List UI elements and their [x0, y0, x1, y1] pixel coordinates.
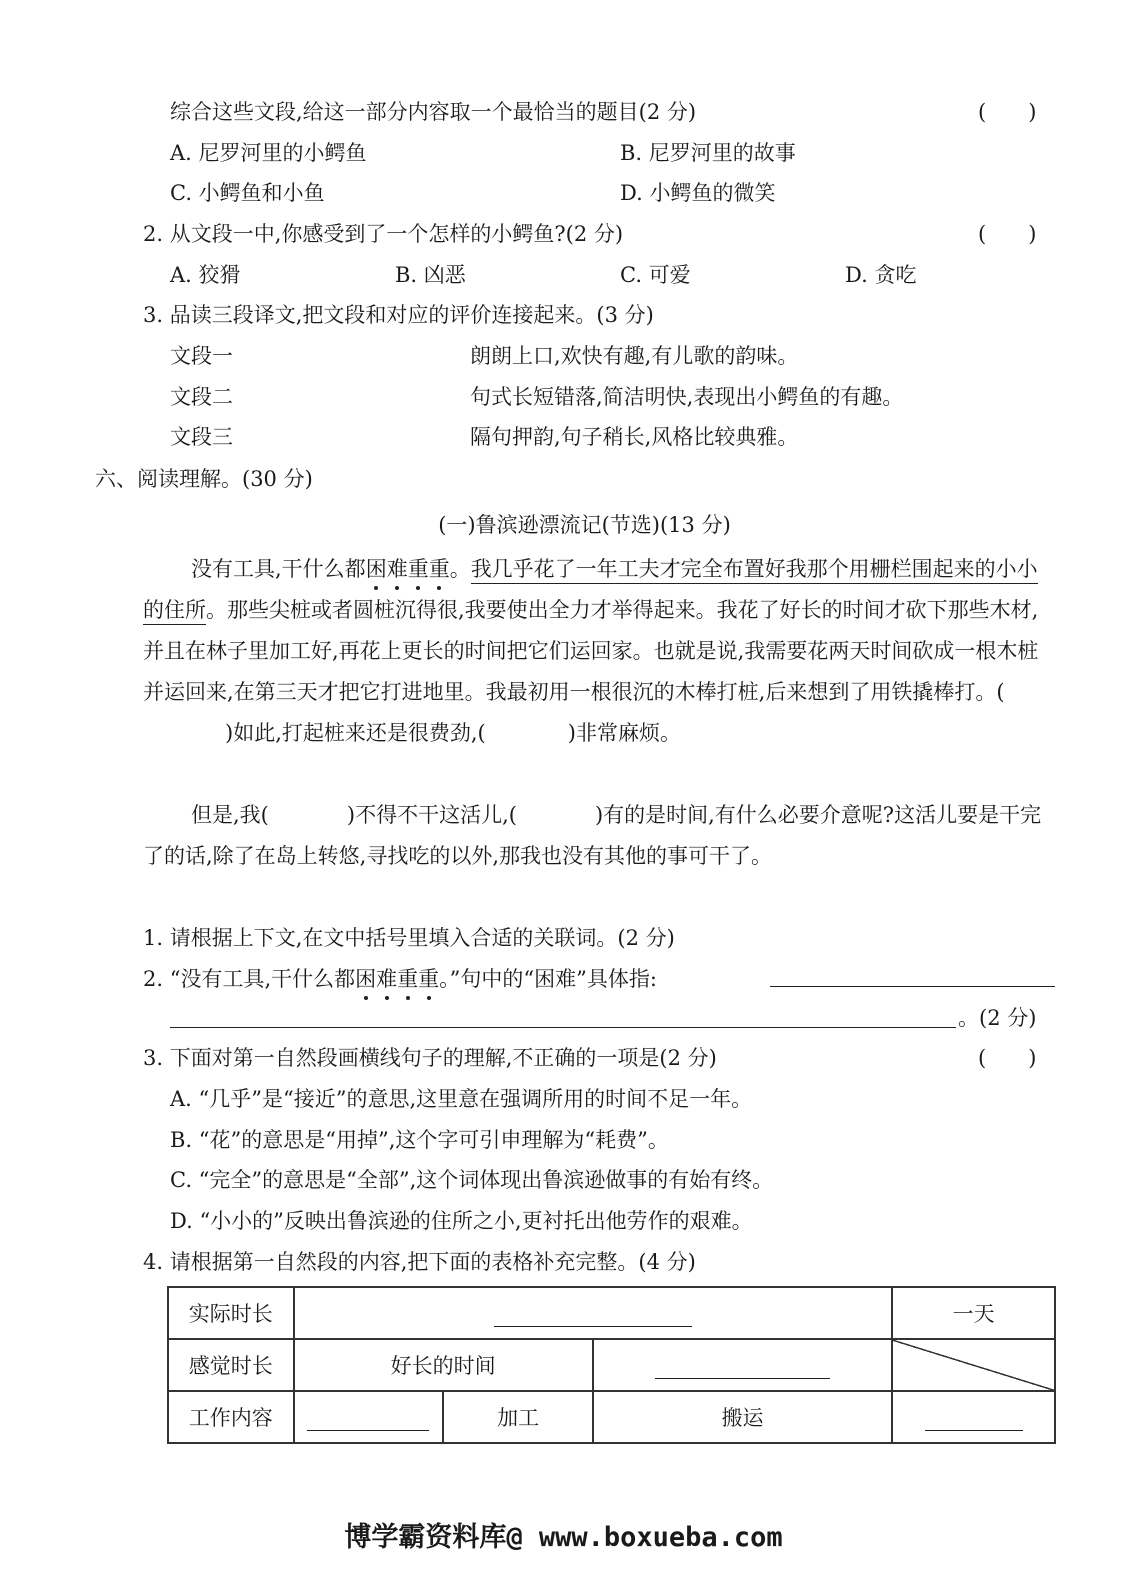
sub-question-3-stem: 3. 下面对第一自然段画横线句子的理解,不正确的一项是(2 分): [143, 1046, 717, 1070]
answer-paren[interactable]: ( ): [978, 222, 1037, 246]
row-label-work-content: 工作内容: [168, 1391, 294, 1443]
passage-title: (一)鲁滨逊漂流记(节选)(13 分): [438, 513, 731, 537]
s3-option-c[interactable]: C. “完全”的意思是“全部”,这个词体现出鲁滨逊做事的有始有终。: [170, 1168, 774, 1192]
felt-duration-long-time: 好长的时间: [294, 1339, 593, 1391]
question-2-stem: 2. 从文段一中,你感受到了一个怎样的小鳄鱼?(2 分): [143, 222, 624, 246]
emphasis-char: 困: [355, 967, 377, 991]
question-3-stem: 3. 品读三段译文,把文段和对应的评价连接起来。(3 分): [143, 303, 654, 327]
q1-option-a[interactable]: A. 尼罗河里的小鳄鱼: [170, 141, 367, 165]
work-content-answer-1[interactable]: [294, 1391, 444, 1443]
match-left-3[interactable]: 文段三: [170, 425, 233, 449]
work-content-transport: 搬运: [593, 1391, 892, 1443]
score-note: 。(2 分): [958, 1006, 1037, 1030]
match-left-1[interactable]: 文段一: [170, 344, 233, 368]
q2-option-b[interactable]: B. 凶恶: [395, 263, 466, 287]
actual-duration-answer[interactable]: [294, 1287, 893, 1339]
s3-option-a[interactable]: A. “几乎”是“接近”的意思,这里意在强调所用的时间不足一年。: [170, 1087, 753, 1111]
match-left-2[interactable]: 文段二: [170, 385, 233, 409]
emphasis-char: 重: [418, 967, 440, 991]
s3-option-b[interactable]: B. “花”的意思是“用掉”,这个字可引申理解为“耗费”。: [170, 1128, 669, 1152]
answer-line-1[interactable]: [770, 966, 1055, 987]
felt-duration-answer[interactable]: [593, 1339, 892, 1391]
work-content-answer-2[interactable]: [892, 1391, 1055, 1443]
emphasis-char: 困: [365, 557, 387, 581]
q1-option-d[interactable]: D. 小鳄鱼的微笑: [620, 181, 776, 205]
sub-question-4: 4. 请根据第一自然段的内容,把下面的表格补充完整。(4 分): [143, 1250, 696, 1274]
q1-option-c[interactable]: C. 小鳄鱼和小鱼: [170, 181, 325, 205]
emphasis-char: 难: [376, 967, 398, 991]
answer-line-2[interactable]: [170, 1007, 956, 1028]
passage-paragraph-1: 没有工具,干什么都困难重重。我几乎花了一年工夫才完全布置好我那个用栅栏围起来的小小的住所。那些尖桩或者圆桩沉得很,我要使出全力才举得起来。我花了好长的时间才砍下那些木材,并且在林子里加工好,再花上更长的时间把它们运回家。也就是说,我需要花两天时间砍成一根木桩并运回来,在第三天才把它打进地里。我最初用一根很沉的木棒打桩,后来想到了用铁撬棒打。()如此,打起桩来还是很费劲,( )非常麻烦。: [143, 557, 1039, 745]
emphasis-char: 重: [397, 967, 419, 991]
emphasis-char: 重: [428, 557, 450, 581]
q2-option-a[interactable]: A. 狡猾: [170, 263, 241, 287]
underlined-sentence: 我几乎花了一年工夫才完全布置好我那个用栅栏围起来的小小的住所: [143, 557, 1038, 625]
actual-duration-one-day: 一天: [892, 1287, 1055, 1339]
question-1-stem: 综合这些文段,给这一部分内容取一个最恰当的题目(2 分): [170, 100, 697, 124]
passage-paragraph-2: 但是,我( )不得不干这活儿,( )有的是时间,有什么必要介意呢?这活儿要是干完了的话,除了在岛上转悠,寻找吃的以外,那我也没有其他的事可干了。: [143, 803, 1042, 868]
q2-option-d[interactable]: D. 贪吃: [845, 263, 917, 287]
row-label-actual-duration: 实际时长: [168, 1287, 294, 1339]
emphasis-char: 重: [407, 557, 429, 581]
work-content-process: 加工: [443, 1391, 592, 1443]
match-right-1[interactable]: 朗朗上口,欢快有趣,有儿歌的韵味。: [470, 344, 799, 368]
sub-question-1: 1. 请根据上下文,在文中括号里填入合适的关联词。(2 分): [143, 926, 675, 950]
match-right-2[interactable]: 句式长短错落,简洁明快,表现出小鳄鱼的有趣。: [470, 385, 904, 409]
diagonal-cell: [892, 1339, 1055, 1391]
row-label-felt-duration: 感觉时长: [168, 1339, 294, 1391]
section-6-heading: 六、阅读理解。(30 分): [95, 467, 313, 491]
match-right-3[interactable]: 隔句押韵,句子稍长,风格比较典雅。: [470, 425, 799, 449]
watermark-footer: 博学霸资料库@ www.boxueba.com: [344, 1522, 783, 1553]
answer-paren[interactable]: ( ): [978, 100, 1037, 124]
s3-option-d[interactable]: D. “小小的”反映出鲁滨逊的住所之小,更衬托出他劳作的艰难。: [170, 1209, 753, 1233]
sub-question-2: 2. “没有工具,干什么都困难重重。”句中的“困难”具体指:: [143, 967, 657, 991]
q2-option-c[interactable]: C. 可爱: [620, 263, 691, 287]
fill-in-table: [167, 1286, 1056, 1444]
emphasis-char: 难: [386, 557, 408, 581]
answer-paren[interactable]: ( ): [978, 1046, 1037, 1070]
q1-option-b[interactable]: B. 尼罗河里的故事: [620, 141, 796, 165]
